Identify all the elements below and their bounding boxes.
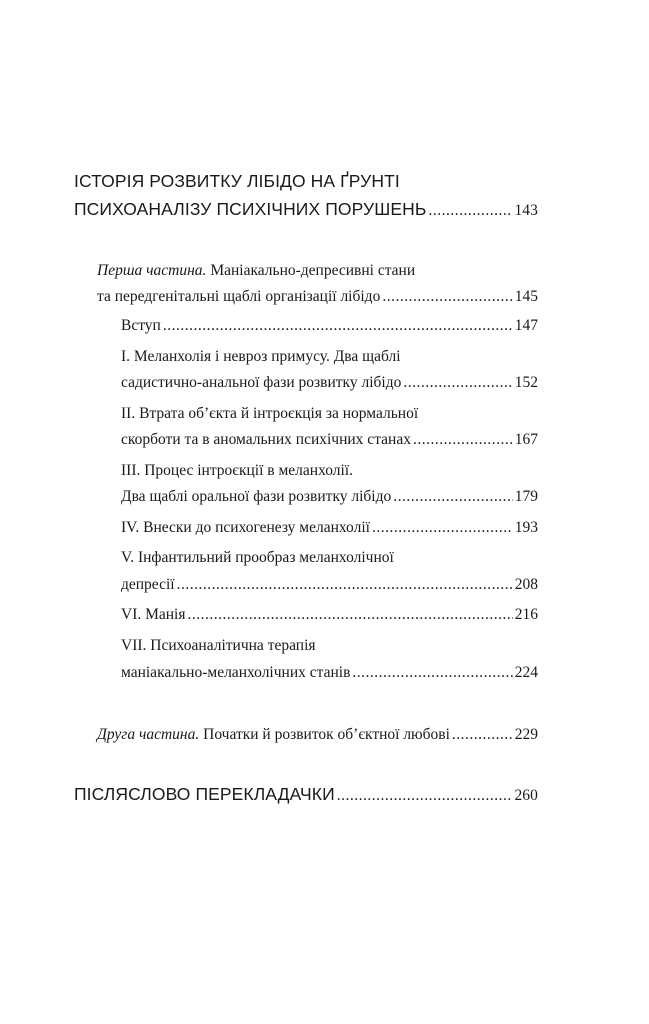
toc-ch1-page: 152: [514, 374, 538, 391]
toc-ch5-line1: [121, 546, 538, 570]
toc-part1-title-line1: Маніакально-депресивні стани: [206, 262, 416, 279]
toc-ch5-page: 208: [514, 576, 538, 593]
leader-dots: [382, 285, 512, 309]
toc-ch3-line2[interactable]: [121, 485, 538, 509]
toc-part2-page: 229: [514, 726, 538, 743]
toc-ch7-line1: [121, 634, 538, 658]
toc-part2[interactable]: [97, 723, 538, 747]
toc-intro-title: Вступ: [121, 317, 161, 334]
leader-dots: [372, 516, 513, 540]
toc-section1-line1: [74, 168, 538, 194]
toc-ch3-title-line1: III. Процес інтроєкції в меланхолії.: [121, 462, 353, 479]
toc-section1-title-line1: ІСТОРІЯ РОЗВИТКУ ЛІБІДО НА ҐРУНТІ: [74, 171, 400, 191]
toc-ch2-line2[interactable]: [121, 428, 538, 452]
toc-ch6-page: 216: [514, 606, 538, 623]
leader-dots: [393, 485, 512, 509]
toc-ch3-line1: [121, 459, 538, 483]
toc-part2-label: Друга частина.: [97, 726, 200, 743]
toc-ch4-title: IV. Внески до психогенезу меланхолії: [121, 519, 370, 536]
toc-afterword[interactable]: [74, 781, 538, 809]
toc-ch2-line1: [121, 402, 538, 426]
leader-dots: [403, 371, 512, 395]
toc-ch4[interactable]: [121, 516, 538, 540]
toc-ch1-line1: [121, 345, 538, 369]
leader-dots: [413, 428, 513, 452]
toc-part1-line1: [97, 259, 538, 283]
toc-section1-page: 143: [514, 202, 538, 219]
toc-ch2-title-line2: скорботи та в аномальних психічних станах: [121, 431, 411, 448]
toc-ch3-title-line2: Два щаблі оральної фази розвитку лібідо: [121, 488, 392, 505]
toc-ch1-title-line1: I. Меланхолія і невроз примусу. Два щаблі: [121, 348, 401, 365]
toc-ch2-page: 167: [514, 431, 538, 448]
toc-ch5-title-line1: V. Інфантильний прообраз меланхолічної: [121, 549, 394, 566]
toc-part2-title: [97, 723, 450, 747]
leader-dots: [428, 198, 512, 224]
toc-ch6[interactable]: [121, 603, 538, 627]
toc-intro-page: 147: [514, 317, 538, 334]
toc-ch1-title-line2: садистично-анальної фази розвитку лібідо: [121, 374, 402, 391]
toc-ch2-title-line1: II. Втрата об’єкта й інтроєкція за нормальної: [121, 405, 419, 422]
toc-afterword-page: 260: [514, 787, 538, 804]
leader-dots: [452, 723, 513, 747]
toc-part1-line2[interactable]: [97, 285, 538, 309]
leader-dots: [177, 573, 513, 597]
leader-dots: [163, 314, 513, 338]
toc-part2-title-rest: Початки й розвиток об’єктної любові: [199, 726, 450, 743]
toc-ch5-line2[interactable]: [121, 573, 538, 597]
leader-dots: [337, 783, 513, 809]
leader-dots: [188, 603, 513, 627]
toc-part1-title-line2: та передгенітальні щаблі організації лібідо: [97, 288, 381, 305]
toc-part1-page: 145: [514, 288, 538, 305]
toc-ch6-title: VI. Манія: [121, 606, 186, 623]
toc-intro[interactable]: [121, 314, 538, 338]
toc-ch7-line2[interactable]: [121, 661, 538, 685]
toc-section1-title-line2: ПСИХОАНАЛІЗУ ПСИХІЧНИХ ПОРУШЕНЬ: [74, 199, 427, 219]
toc-ch4-page: 193: [514, 519, 538, 536]
toc-ch7-title-line1: VII. Психоаналітична терапія: [121, 637, 316, 654]
toc-afterword-title: ПІСЛЯСЛОВО ПЕРЕКЛАДАЧКИ: [74, 784, 335, 804]
toc-ch3-page: 179: [514, 488, 538, 505]
toc-part1-label: Перша частина.: [97, 262, 207, 279]
toc-ch7-page: 224: [514, 664, 538, 681]
toc-ch1-line2[interactable]: [121, 371, 538, 395]
leader-dots: [352, 661, 512, 685]
toc-ch7-title-line2: маніакально-меланхолічних станів: [121, 664, 351, 681]
toc-ch5-title-line2: депресії: [121, 576, 175, 593]
toc-section1-line2[interactable]: [74, 196, 538, 224]
